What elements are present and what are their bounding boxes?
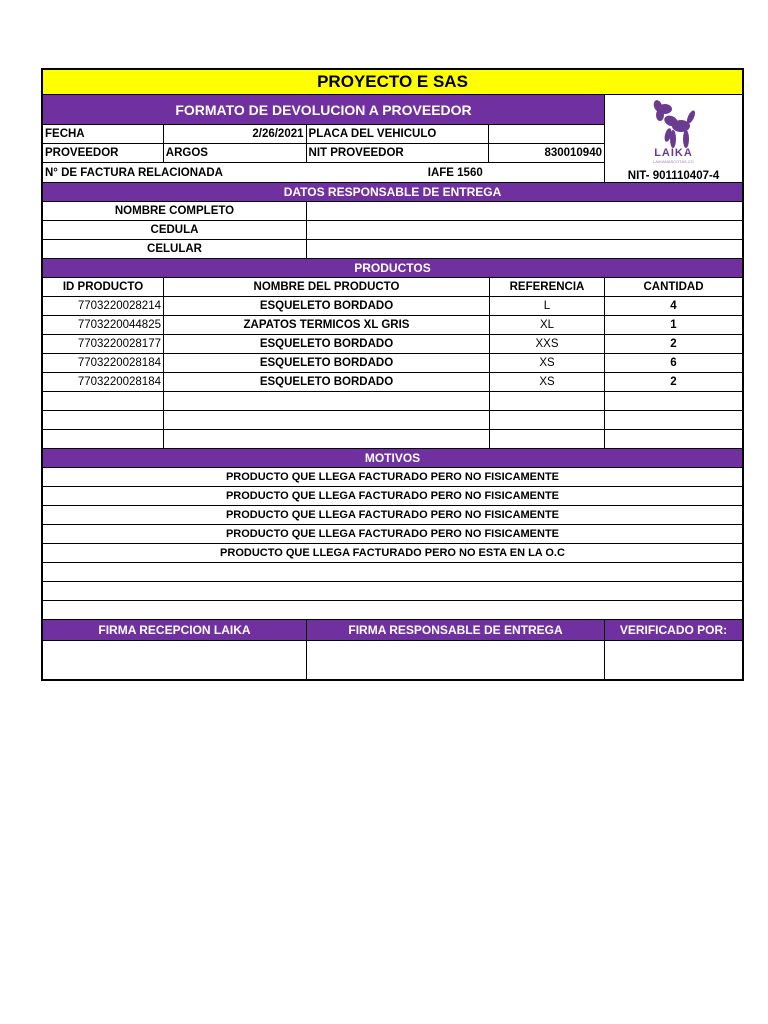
list-item (43, 506, 742, 525)
motivo-text[interactable]: PRODUCTO QUE LLEGA FACTURADO PERO NO FISICAMENTE (225, 471, 560, 483)
product-rows (43, 297, 742, 449)
fecha-label: FECHA (43, 125, 164, 143)
product-quantity[interactable] (605, 411, 742, 429)
product-reference[interactable]: XS (490, 373, 605, 391)
cedula-label: CEDULA (43, 221, 307, 239)
form-title-row (43, 95, 604, 125)
productos-section-header (43, 259, 742, 278)
product-quantity[interactable]: 2 (670, 338, 677, 350)
company-title: PROYECTO E SAS (317, 72, 468, 91)
table-row (43, 373, 742, 392)
table-row (43, 335, 742, 354)
product-name[interactable]: ZAPATOS TERMICOS XL GRIS (164, 316, 490, 334)
laika-logo (605, 95, 742, 182)
product-id[interactable]: 7703220028177 (43, 335, 164, 353)
celular-label: CELULAR (43, 240, 307, 258)
product-name[interactable] (164, 411, 490, 429)
cedula-field[interactable] (307, 221, 742, 239)
list-item (43, 563, 742, 582)
product-reference[interactable]: XXS (490, 335, 605, 353)
factura-label: N° DE FACTURA RELACIONADA (45, 166, 223, 179)
product-id[interactable]: 7703220028184 (43, 354, 164, 372)
col-nombre-producto: NOMBRE DEL PRODUCTO (164, 278, 490, 296)
product-quantity[interactable] (605, 430, 742, 448)
col-cantidad: CANTIDAD (643, 281, 704, 293)
verificado-field[interactable] (605, 641, 742, 679)
header-block (43, 95, 742, 183)
nit-label: NIT PROVEEDOR (307, 144, 490, 162)
logo-nit: NIT- 901110407-4 (627, 170, 720, 182)
product-id[interactable] (43, 392, 164, 410)
product-reference[interactable]: L (490, 297, 605, 315)
fecha-value[interactable]: 2/26/2021 (164, 125, 307, 143)
product-quantity[interactable]: 1 (670, 319, 677, 331)
product-name[interactable] (164, 430, 490, 448)
table-row (43, 411, 742, 430)
table-row (43, 297, 742, 316)
table-row (43, 316, 742, 335)
proveedor-value[interactable]: ARGOS (164, 144, 307, 162)
productos-header-row (43, 278, 742, 297)
verificado-label: VERIFICADO POR: (605, 620, 742, 640)
motivo-text[interactable] (43, 563, 742, 581)
firmas-row (43, 641, 742, 679)
motivo-text[interactable]: PRODUCTO QUE LLEGA FACTURADO PERO NO FISICAMENTE (225, 509, 560, 521)
motivo-text[interactable]: PRODUCTO QUE LLEGA FACTURADO PERO NO FISICAMENTE (225, 528, 560, 540)
product-quantity[interactable]: 4 (670, 300, 677, 312)
list-item (43, 487, 742, 506)
product-quantity[interactable]: 6 (670, 357, 677, 369)
col-id-producto: ID PRODUCTO (43, 278, 164, 296)
form-title: FORMATO DE DEVOLUCION A PROVEEDOR (175, 101, 472, 118)
celular-row (43, 240, 742, 259)
motivo-text[interactable]: PRODUCTO QUE LLEGA FACTURADO PERO NO FISICAMENTE (225, 490, 560, 502)
logo-name: LAIKA (654, 147, 693, 159)
motivo-rows (43, 468, 742, 620)
placa-value[interactable] (489, 125, 604, 143)
table-row (43, 354, 742, 373)
product-name[interactable]: ESQUELETO BORDADO (164, 297, 490, 315)
product-id[interactable]: 7703220028184 (43, 373, 164, 391)
nombre-row (43, 202, 742, 221)
list-item (43, 544, 742, 563)
firmas-header-row (43, 620, 742, 641)
product-reference[interactable]: XS (490, 354, 605, 372)
nombre-label: NOMBRE COMPLETO (43, 202, 307, 220)
nombre-field[interactable] (307, 202, 742, 220)
factura-row (43, 163, 604, 182)
return-form-sheet (41, 68, 744, 681)
celular-field[interactable] (307, 240, 742, 258)
firma-recepcion-label: FIRMA RECEPCION LAIKA (43, 620, 307, 640)
product-name[interactable]: ESQUELETO BORDADO (164, 335, 490, 353)
product-quantity[interactable]: 2 (670, 376, 677, 388)
factura-value[interactable]: IAFE 1560 (427, 166, 483, 179)
nit-value[interactable]: 830010940 (544, 147, 602, 159)
proveedor-row (43, 144, 604, 163)
proveedor-label: PROVEEDOR (43, 144, 164, 162)
table-row (43, 430, 742, 449)
product-id[interactable]: 7703220028214 (43, 297, 164, 315)
motivos-section-header (43, 449, 742, 468)
product-reference[interactable] (490, 411, 605, 429)
motivo-text[interactable] (43, 582, 742, 600)
motivo-text[interactable] (43, 601, 742, 619)
motivo-text[interactable]: PRODUCTO QUE LLEGA FACTURADO PERO NO ESTA EN LA O.C (220, 547, 565, 559)
fecha-row (43, 125, 604, 144)
table-row (43, 392, 742, 411)
firma-responsable-label: FIRMA RESPONSABLE DE ENTREGA (307, 620, 605, 640)
entrega-section-header (43, 183, 742, 202)
product-name[interactable] (164, 392, 490, 410)
product-name[interactable]: ESQUELETO BORDADO (164, 354, 490, 372)
product-name[interactable]: ESQUELETO BORDADO (164, 373, 490, 391)
list-item (43, 582, 742, 601)
productos-section-title: PRODUCTOS (354, 261, 431, 275)
list-item (43, 468, 742, 487)
cedula-row (43, 221, 742, 240)
balloon-dog-icon (649, 99, 699, 151)
product-id[interactable]: 7703220044825 (43, 316, 164, 334)
product-id[interactable] (43, 411, 164, 429)
motivos-section-title: MOTIVOS (364, 451, 421, 465)
entrega-section-title: DATOS RESPONSABLE DE ENTREGA (283, 185, 502, 199)
product-quantity[interactable] (605, 392, 742, 410)
firma-responsable-field[interactable] (307, 641, 605, 679)
list-item (43, 601, 742, 620)
logo-subtitle: LAIKAMASCOTAS.CO (653, 159, 694, 164)
product-reference[interactable] (490, 392, 605, 410)
product-id[interactable] (43, 430, 164, 448)
col-referencia: REFERENCIA (490, 278, 605, 296)
placa-label: PLACA DEL VEHICULO (307, 125, 490, 143)
product-reference[interactable]: XL (490, 316, 605, 334)
header-info (43, 95, 605, 182)
firma-recepcion-field[interactable] (43, 641, 307, 679)
list-item (43, 525, 742, 544)
company-title-row (43, 70, 742, 95)
product-reference[interactable] (490, 430, 605, 448)
